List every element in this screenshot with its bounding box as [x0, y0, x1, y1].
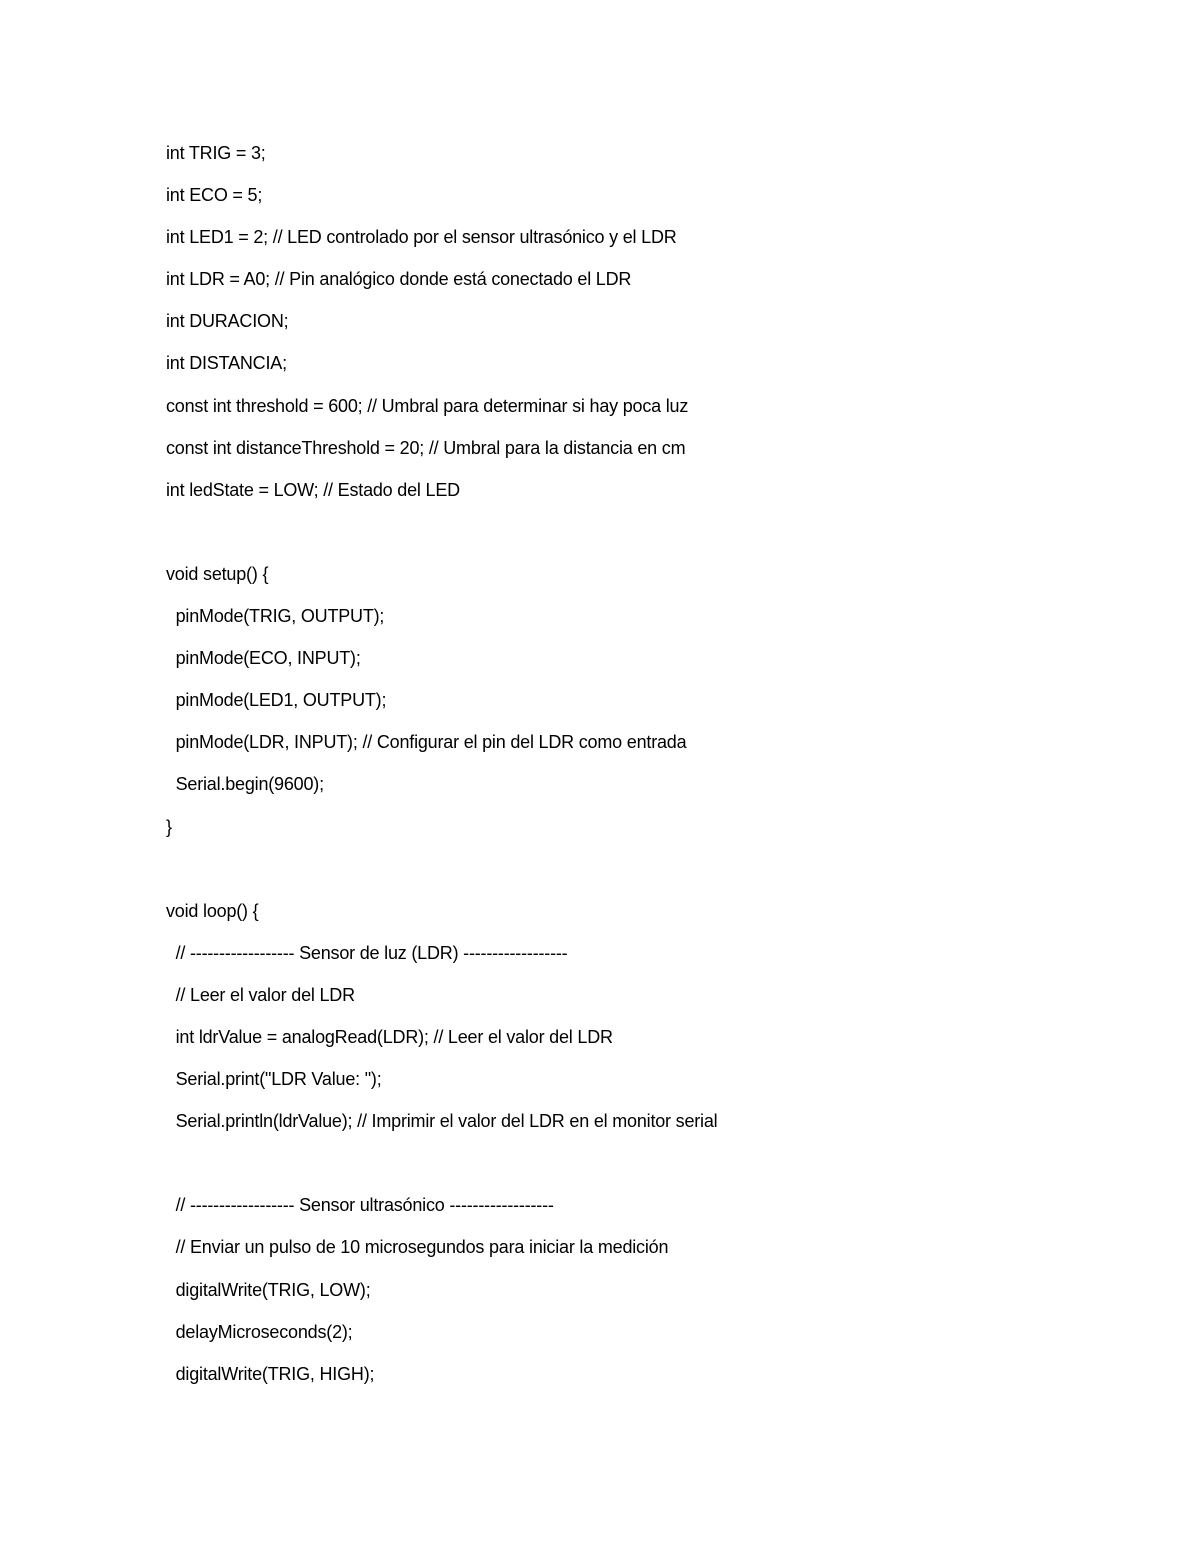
- code-line: const int distanceThreshold = 20; // Umbral para la distancia en cm: [166, 437, 686, 458]
- code-line: delayMicroseconds(2);: [166, 1321, 353, 1342]
- blank-line: [166, 1150, 1146, 1192]
- code-line: int LED1 = 2; // LED controlado por el sensor ultrasónico y el LDR: [166, 227, 677, 248]
- blank-line: [166, 856, 1146, 898]
- code-line: int TRIG = 3;: [166, 143, 266, 163]
- code-line: pinMode(ECO, INPUT);: [166, 648, 361, 669]
- code-line: // Enviar un pulso de 10 microsegundos para iniciar la medición: [166, 1237, 669, 1258]
- code-line: pinMode(TRIG, OUTPUT);: [166, 606, 385, 627]
- code-line: void loop() {: [166, 900, 259, 921]
- code-line: int DISTANCIA;: [166, 353, 287, 374]
- code-line: int ECO = 5;: [166, 185, 263, 206]
- code-line: Serial.print("LDR Value: ");: [166, 1069, 382, 1090]
- code-line: const int threshold = 600; // Umbral para determinar si hay poca luz: [166, 395, 689, 416]
- code-line: Serial.begin(9600);: [166, 774, 324, 795]
- code-listing: [166, 140, 1146, 1403]
- code-line: // ------------------ Sensor ultrasónico ------------------: [166, 1195, 554, 1216]
- code-line: digitalWrite(TRIG, HIGH);: [166, 1363, 375, 1384]
- code-line: int DURACION;: [166, 311, 289, 332]
- code-line: digitalWrite(TRIG, LOW);: [166, 1279, 371, 1300]
- code-line: int ledState = LOW; // Estado del LED: [166, 479, 460, 500]
- code-line: void setup() {: [166, 563, 269, 584]
- code-line: pinMode(LED1, OUTPUT);: [166, 690, 387, 711]
- code-line: Serial.println(ldrValue); // Imprimir el valor del LDR en el monitor serial: [166, 1111, 718, 1132]
- code-line: // Leer el valor del LDR: [166, 984, 355, 1005]
- code-line: pinMode(LDR, INPUT); // Configurar el pin del LDR como entrada: [166, 732, 687, 753]
- blank-line: [166, 519, 1146, 561]
- code-line: int ldrValue = analogRead(LDR); // Leer el valor del LDR: [166, 1026, 613, 1047]
- code-line: }: [166, 816, 172, 837]
- code-line: int LDR = A0; // Pin analógico donde está conectado el LDR: [166, 269, 632, 290]
- code-line: // ------------------ Sensor de luz (LDR) ------------------: [166, 942, 568, 963]
